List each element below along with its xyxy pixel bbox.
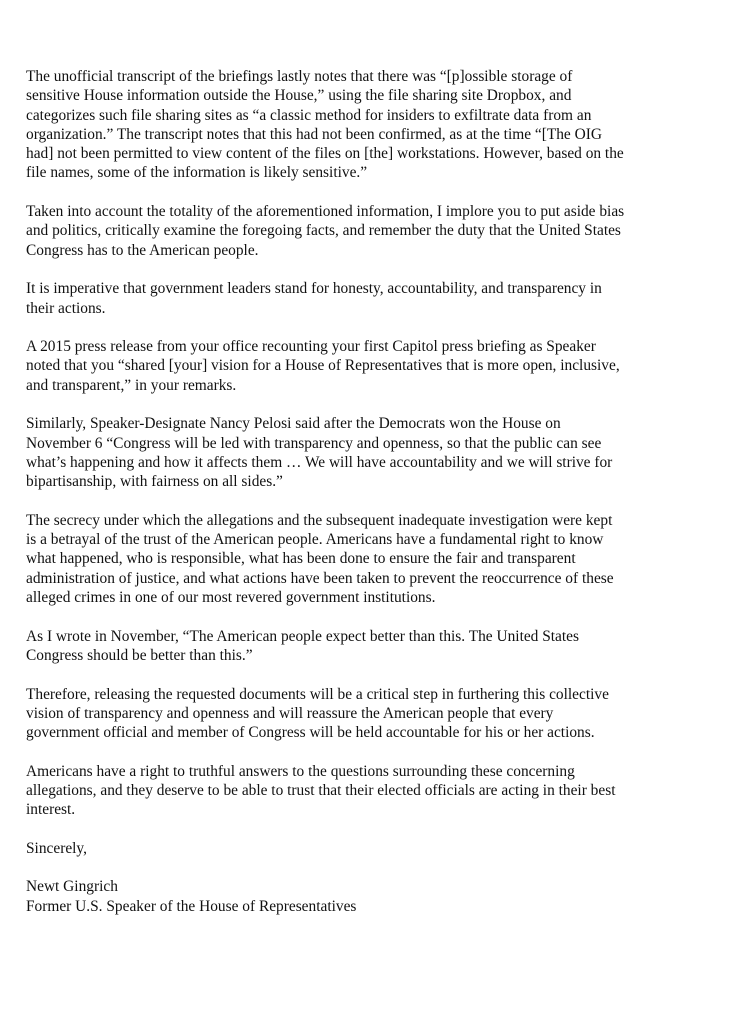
paragraph-imperative: It is imperative that government leaders stand for honesty, accountability, and transparency in their actions. [26, 280, 602, 317]
paragraph-transcript-dropbox: The unofficial transcript of the briefings lastly notes that there was “[p]ossible storage of sensitive House information outside the House,” using the file sharing site Dropbox, and categorizes such file sharing sites as “a classic method for insiders to exfiltrate data from an organization.” The transcript notes that this had not been confirmed, as at the time “[The OIG had] not been permitted to view content of the files on [the] workstations. However, based on the file names, some of the information is likely sensitive.” [26, 68, 624, 182]
paragraph-implore: Taken into account the totality of the aforementioned information, I implore you to put aside bias and politics, critically examine the foregoing facts, and remember the duty that the United States Congress has to the American people. [26, 203, 625, 259]
closing-salutation: Sincerely, [26, 839, 87, 857]
paragraph-truthful-answers: Americans have a right to truthful answers to the questions surrounding these concerning allegations, and they deserve to be able to trust that their elected officials are acting in their best interest. [26, 762, 616, 819]
paragraph-release-documents: Therefore, releasing the requested documents will be a critical step in furthering this collective vision of transparency and openness and will reassure the American people that every government official and member of Congress will be held accountable for his or her actions. [26, 685, 609, 742]
paragraph-secrecy: The secrecy under which the allegations and the subsequent inadequate investigation were kept is a betrayal of the trust of the American people. Americans have a fundamental right to know what happened, who is responsible, what has been done to ensure the fair and transparent administration of justice, and what actions have been taken to prevent the reoccurrence of these alleged crimes in one of our most revered government institutions. [26, 511, 614, 607]
signature-name: Newt Gingrich [26, 878, 118, 896]
paragraph-pelosi-quote: Similarly, Speaker-Designate Nancy Pelosi said after the Democrats won the House on November 6 “Congress will be led with transparency and openness, so that the public can see what’s happening and how it affects them … We will have accountability and we will strive for bipartisanship, with fairness on all sides.” [26, 415, 613, 491]
paragraph-press-release-2015: A 2015 press release from your office recounting your first Capitol press briefing as Speaker noted that you “shared [your] vision for a House of Representatives that is more open, inclusive, and transparent,” in your remarks. [26, 338, 620, 394]
paragraph-november-quote: As I wrote in November, “The American people expect better than this. The United States Congress should be better than this.” [26, 627, 579, 664]
letter-page [26, 67, 726, 916]
signature-title: Former U.S. Speaker of the House of Representatives [26, 897, 357, 915]
